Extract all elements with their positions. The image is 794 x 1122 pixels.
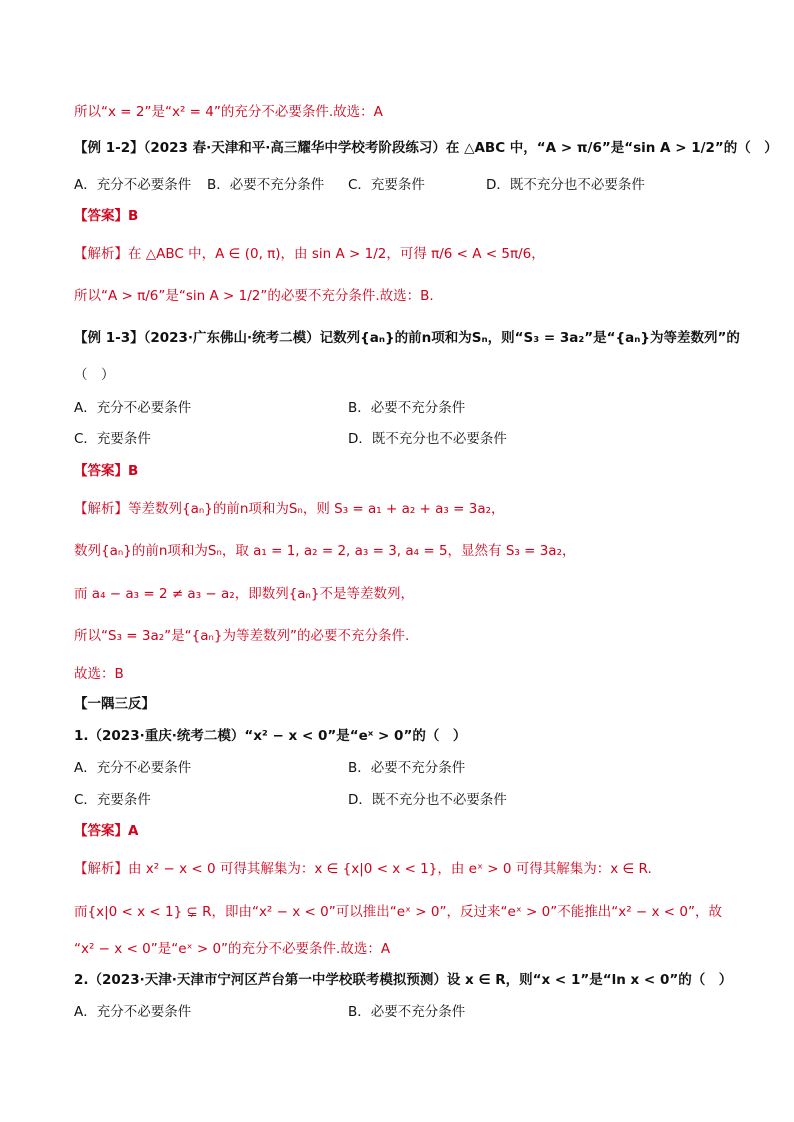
answer-label: 【答案】A [74,823,139,839]
conclusion-line-1: 所以“x = 2”是“x² = 4”的充分不必要条件.故选：A [74,104,383,120]
option-a: A．充分不必要条件 [74,177,192,193]
question-2: 2.（2023·天津·天津市宁河区芦台第一中学校联考模拟预测）设 x ∈ R，则“x < 1”是“ln x < 0”的（ ） [74,972,733,988]
analysis-line: 而{x|0 < x < 1} ⊊ R，即由“x² − x < 0”可以推出“eˣ > 0”，反过来“eˣ > 0”不能推出“x² − x < 0”，故 [74,904,722,920]
analysis-line: 数列{aₙ}的前n项和为Sₙ，取 a₁ = 1, a₂ = 2, a₃ = 3, a₄ = 5，显然有 S₃ = 3a₂， [74,543,576,559]
option-c: C．充要条件 [348,177,425,193]
option-c: C．充要条件 [74,431,151,447]
answer-label: 【答案】B [74,208,139,224]
choice-line: 故选：B [74,666,124,682]
conclusion-line: 所以“A > π/6”是“sin A > 1/2”的必要不充分条件.故选：B. [74,288,434,304]
option-a: A．充分不必要条件 [74,400,192,416]
analysis-line: 而 a₄ − a₃ = 2 ≠ a₃ − a₂，即数列{aₙ}不是等差数列， [74,586,415,602]
example-1-2-question: 【例 1-2】（2023 春·天津和平·高三耀华中学校考阶段练习）在 △ABC 中，“A > π/6”是“sin A > 1/2”的（ ） [74,140,778,156]
analysis-line: 【解析】等差数列{aₙ}的前n项和为Sₙ，则 S₃ = a₁ + a₂ + a₃ = 3a₂， [74,501,505,517]
option-a: A．充分不必要条件 [74,760,192,776]
option-b: B．必要不充分条件 [207,177,325,193]
answer-label: 【答案】B [74,463,139,479]
option-b: B．必要不充分条件 [348,400,466,416]
conclusion-line: 所以“S₃ = 3a₂”是“{aₙ}为等差数列”的必要不充分条件. [74,628,410,644]
option-c: C．充要条件 [74,792,151,808]
analysis-line: 【解析】由 x² − x < 0 可得其解集为：x ∈ {x|0 < x < 1}，由 eˣ > 0 可得其解集为：x ∈ R. [74,861,652,877]
conclusion-line: “x² − x < 0”是“eˣ > 0”的充分不必要条件.故选：A [74,941,391,957]
option-b: B．必要不充分条件 [348,1004,466,1020]
question-1: 1.（2023·重庆·统考二模）“x² − x < 0”是“eˣ > 0”的（ ） [74,728,467,744]
option-d: D．既不充分也不必要条件 [486,177,645,193]
section-heading: 【一隅三反】 [74,696,155,712]
option-a: A．充分不必要条件 [74,1004,192,1020]
example-1-3-question: 【例 1-3】（2023·广东佛山·统考二模）记数列{aₙ}的前n项和为Sₙ，则“S₃ = 3a₂”是“{aₙ}为等差数列”的 [74,330,740,346]
option-d: D．既不充分也不必要条件 [348,792,507,808]
analysis-line: 【解析】在 △ABC 中，A ∈ (0, π)，由 sin A > 1/2，可得 π/6 < A < 5π/6， [74,246,545,262]
option-d: D．既不充分也不必要条件 [348,431,507,447]
example-1-3-paren: （ ） [74,367,115,383]
option-b: B．必要不充分条件 [348,760,466,776]
